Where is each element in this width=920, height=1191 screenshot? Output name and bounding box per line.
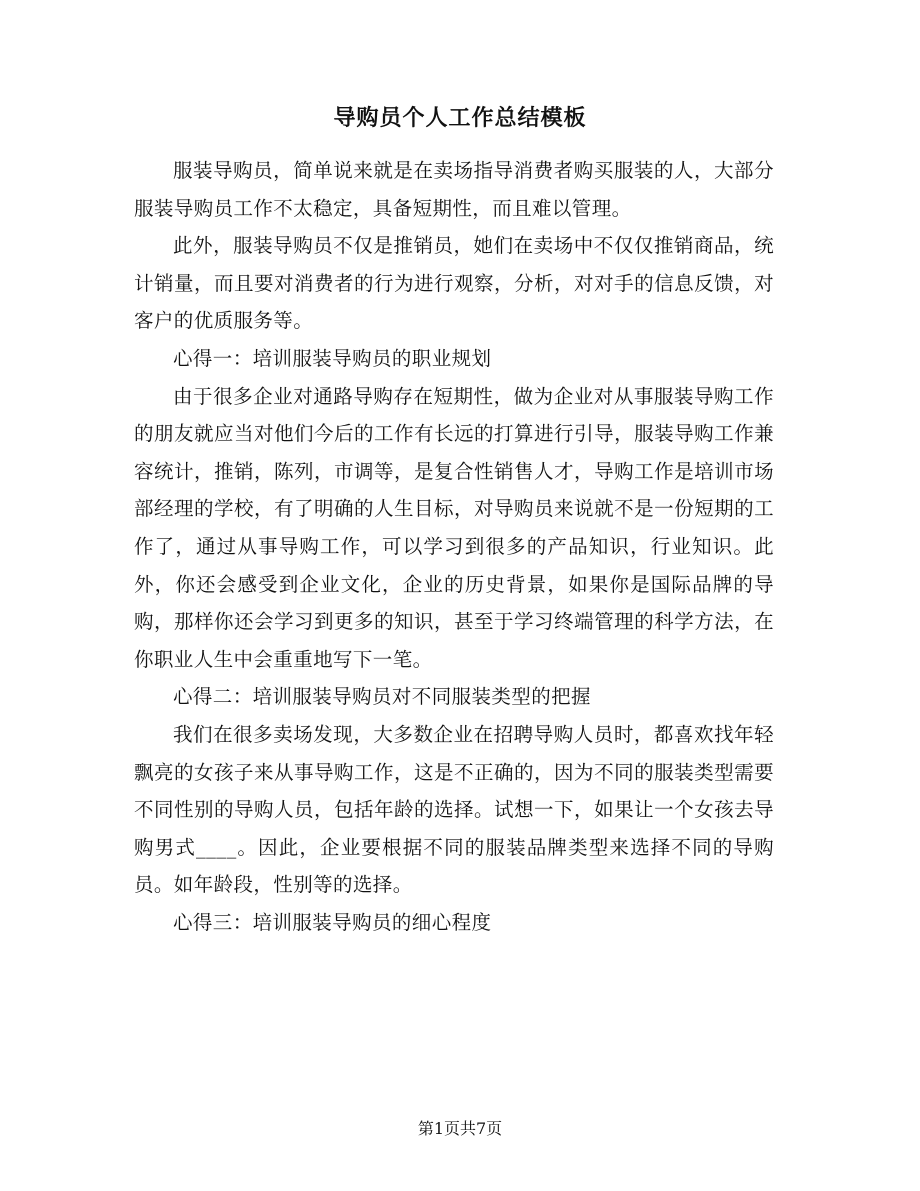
document-body [134, 152, 774, 941]
paragraph-career-planning: 由于很多企业对通路导购存在短期性，做为企业对从事服装导购工作的朋友就应当对他们今后的工作有长远的打算进行引导，服装导购工作兼容统计，推销，陈列，市调等，是复合性销售人才，导购工作是培训市场部经理的学校，有了明确的人生目标，对导购员来说就不是一份短期的工作了，通过从事导购工作，可以学习到很多的产品知识，行业知识。此外，你还会感受到企业文化，企业的历史背景，如果你是国际品牌的导购，那样你还会学习到更多的知识，甚至于学习终端管理的科学方法，在你职业人生中会重重地写下一笔。 [134, 384, 774, 671]
paragraph-clothing-types: 我们在很多卖场发现，大多数企业在招聘导购人员时，都喜欢找年轻飘亮的女孩子来从事导购工作，这是不正确的，因为不同的服装类型需要不同性别的导购人员，包括年龄的选择。试想一下，如果让一个女孩去导购男式____。因此，企业要根据不同的服装品牌类型来选择不同的导购员。如年龄段，性别等的选择。 [134, 722, 774, 897]
paragraph-intro: 服装导购员，简单说来就是在卖场指导消费者购买服装的人，大部分服装导购员工作不太稳定，具备短期性，而且难以管理。 [134, 159, 774, 220]
document-title: 导购员个人工作总结模板 [333, 106, 587, 131]
paragraph-duties: 此外，服装导购员不仅是推销员，她们在卖场中不仅仅推销商品，统计销量，而且要对消费者的行为进行观察，分析，对对手的信息反馈，对客户的优质服务等。 [134, 234, 774, 333]
page-number-footer: 第1页共7页 [417, 1119, 503, 1138]
section-heading-2: 心得二：培训服装导购员对不同服装类型的把握 [173, 685, 591, 709]
section-heading-3: 心得三：培训服装导购员的细心程度 [173, 910, 492, 934]
section-heading-1: 心得一：培训服装导购员的职业规划 [173, 346, 492, 370]
